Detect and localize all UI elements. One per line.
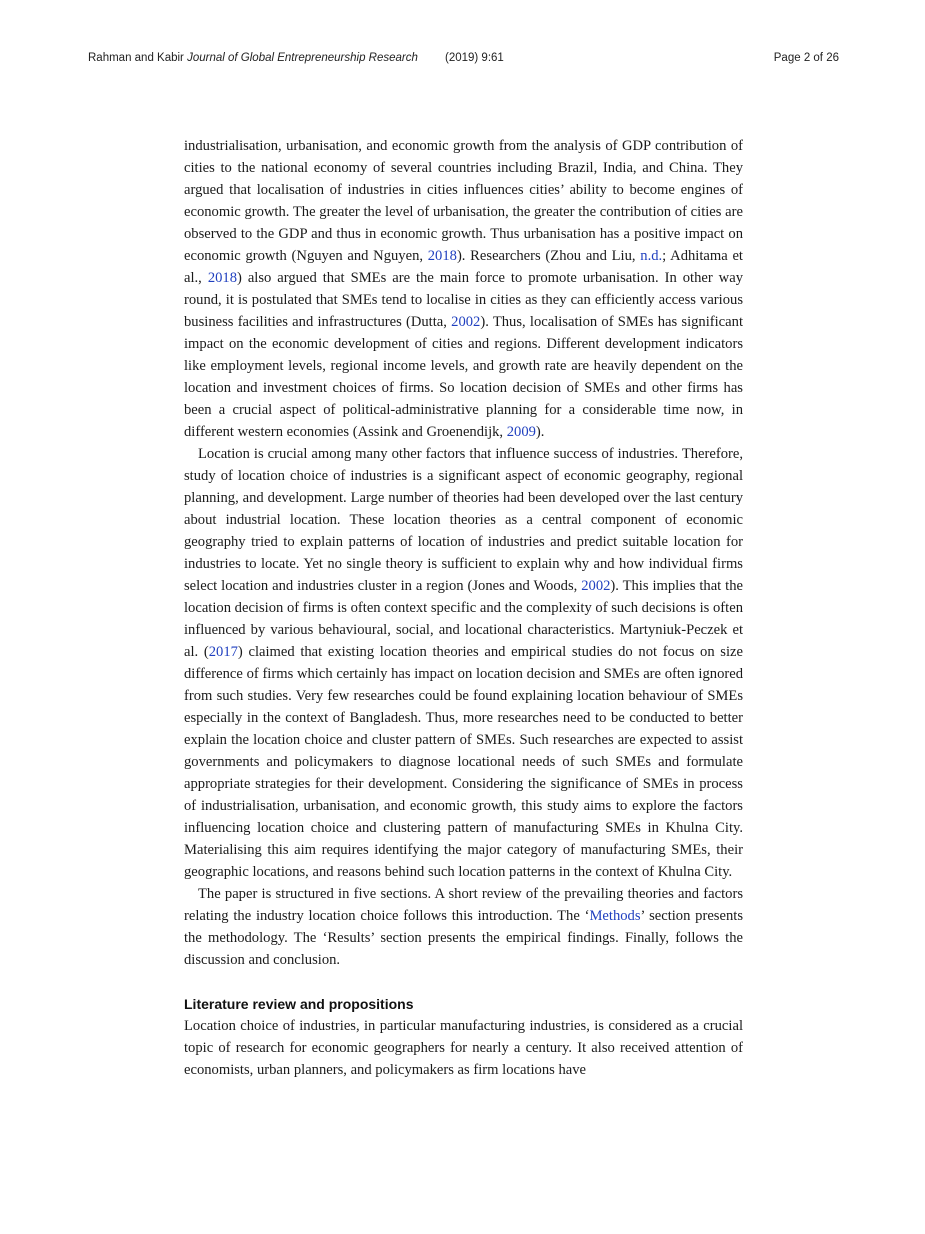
text-run: Location is crucial among many other factors that influence success of industries. Therefore, study of location choice of industries is a significant aspect of economic geography, regional planning, and development. Large number of theories had been developed over the last century about industrial location. These location theories as a central component of economic geography tried to explain patterns of location of industries and predict suitable location for industries to locate. Yet no single theory is sufficient to explain why and how individual firms select location and industries cluster in a region (Jones and Woods, <box>184 446 743 594</box>
text-run: The paper is structured in five sections. A short review of the prevailing theories and factors relating the industry location choice follows this introduction. The ‘ <box>184 886 743 924</box>
citation-link[interactable]: 2009 <box>506 424 536 440</box>
paragraph-2 <box>184 443 743 883</box>
header-year-ref: (2019) 9:61 <box>445 52 504 64</box>
header-citation <box>88 52 418 64</box>
citation-link[interactable]: 2018 <box>427 248 457 264</box>
header-journal: Journal of Global Entrepreneurship Research <box>187 52 418 64</box>
text-run: ’ section presents the methodology. The ‘Results’ section presents the empirical findings. Finally, follows the discussion and conclusion. <box>184 908 743 968</box>
running-header <box>88 52 839 68</box>
text-run: ). This implies that the location decision of firms is often context specific and the complexity of such decisions is often influenced by various behavioural, social, and locational characteristics. Martyniuk-Peczek et al. ( <box>184 578 743 660</box>
header-authors: Rahman and Kabir <box>88 52 184 64</box>
paragraph-1 <box>184 135 743 443</box>
text-run: ) claimed that existing location theories and empirical studies do not focus on size difference of firms which certainly has impact on location decision and SMEs are often ignored from such studies. Very few researches could be found explaining location behaviour of SMEs especially in the context of Bangladesh. Thus, more researches need to be conducted to better explain the location choice and cluster pattern of SMEs. Such researches are expected to assist governments and policymakers to diagnose locational needs of such SMEs and formulate appropriate strategies for their development. Considering the significance of SMEs in process of industrialisation, urbanisation, and economic growth, this study aims to explore the factors influencing location choice and clustering pattern of manufacturing SMEs in Khulna City. Materialising this aim requires identifying the major category of manufacturing SMEs, their geographic locations, and reasons behind such location patterns in the context of Khulna City. <box>184 644 743 880</box>
text-run: Location choice of industries, in particular manufacturing industries, is considered as a crucial topic of research for economic geographers for nearly a century. It also received attention of economists, urban planners, and policymakers as firm locations have <box>184 1018 743 1078</box>
citation-link[interactable]: 2018 <box>207 270 237 286</box>
citation-link[interactable]: n.d. <box>640 248 663 264</box>
section-heading: Literature review and propositions <box>184 996 414 1012</box>
article-body <box>184 135 743 1081</box>
citation-link[interactable]: 2002 <box>451 314 481 330</box>
text-run: ). <box>535 424 545 440</box>
citation-link[interactable]: 2017 <box>208 644 238 660</box>
text-run: industrialisation, urbanisation, and economic growth from the analysis of GDP contribution of cities to the national economy of several countries including Brazil, India, and China. They argued that localisation of industries in cities influences cities’ ability to become engines of economic growth. The greater the level of urbanisation, the greater the contribution of cities are observed to the GDP and thus in economic growth. Thus urbanisation has a positive impact on economic growth (Nguyen and Nguyen, <box>184 138 743 264</box>
header-page-number: Page 2 of 26 <box>773 52 839 64</box>
text-run: ). Researchers (Zhou and Liu, <box>456 248 641 264</box>
section-link-methods[interactable]: Methods <box>589 908 641 924</box>
citation-link[interactable]: 2002 <box>581 578 611 594</box>
paragraph-3 <box>184 883 743 971</box>
text-run: ) also argued that SMEs are the main force to promote urbanisation. In other way round, it is postulated that SMEs tend to localise in cities as they can efficiently access various business facilities and infrastructures (Dutta, <box>184 270 743 330</box>
text-run: ; Adhitama et al., <box>184 248 743 286</box>
text-run: ). Thus, localisation of SMEs has significant impact on the economic development of cities and regions. Different development indicators like employment levels, regional income levels, and growth rate are heavily dependent on the location and investment choices of firms. So location decision of SMEs and other firms has been a crucial aspect of political-administrative planning for a considerable time now, in different western economies (Assink and Groenendijk, <box>184 314 743 440</box>
paragraph-4 <box>184 1015 743 1081</box>
